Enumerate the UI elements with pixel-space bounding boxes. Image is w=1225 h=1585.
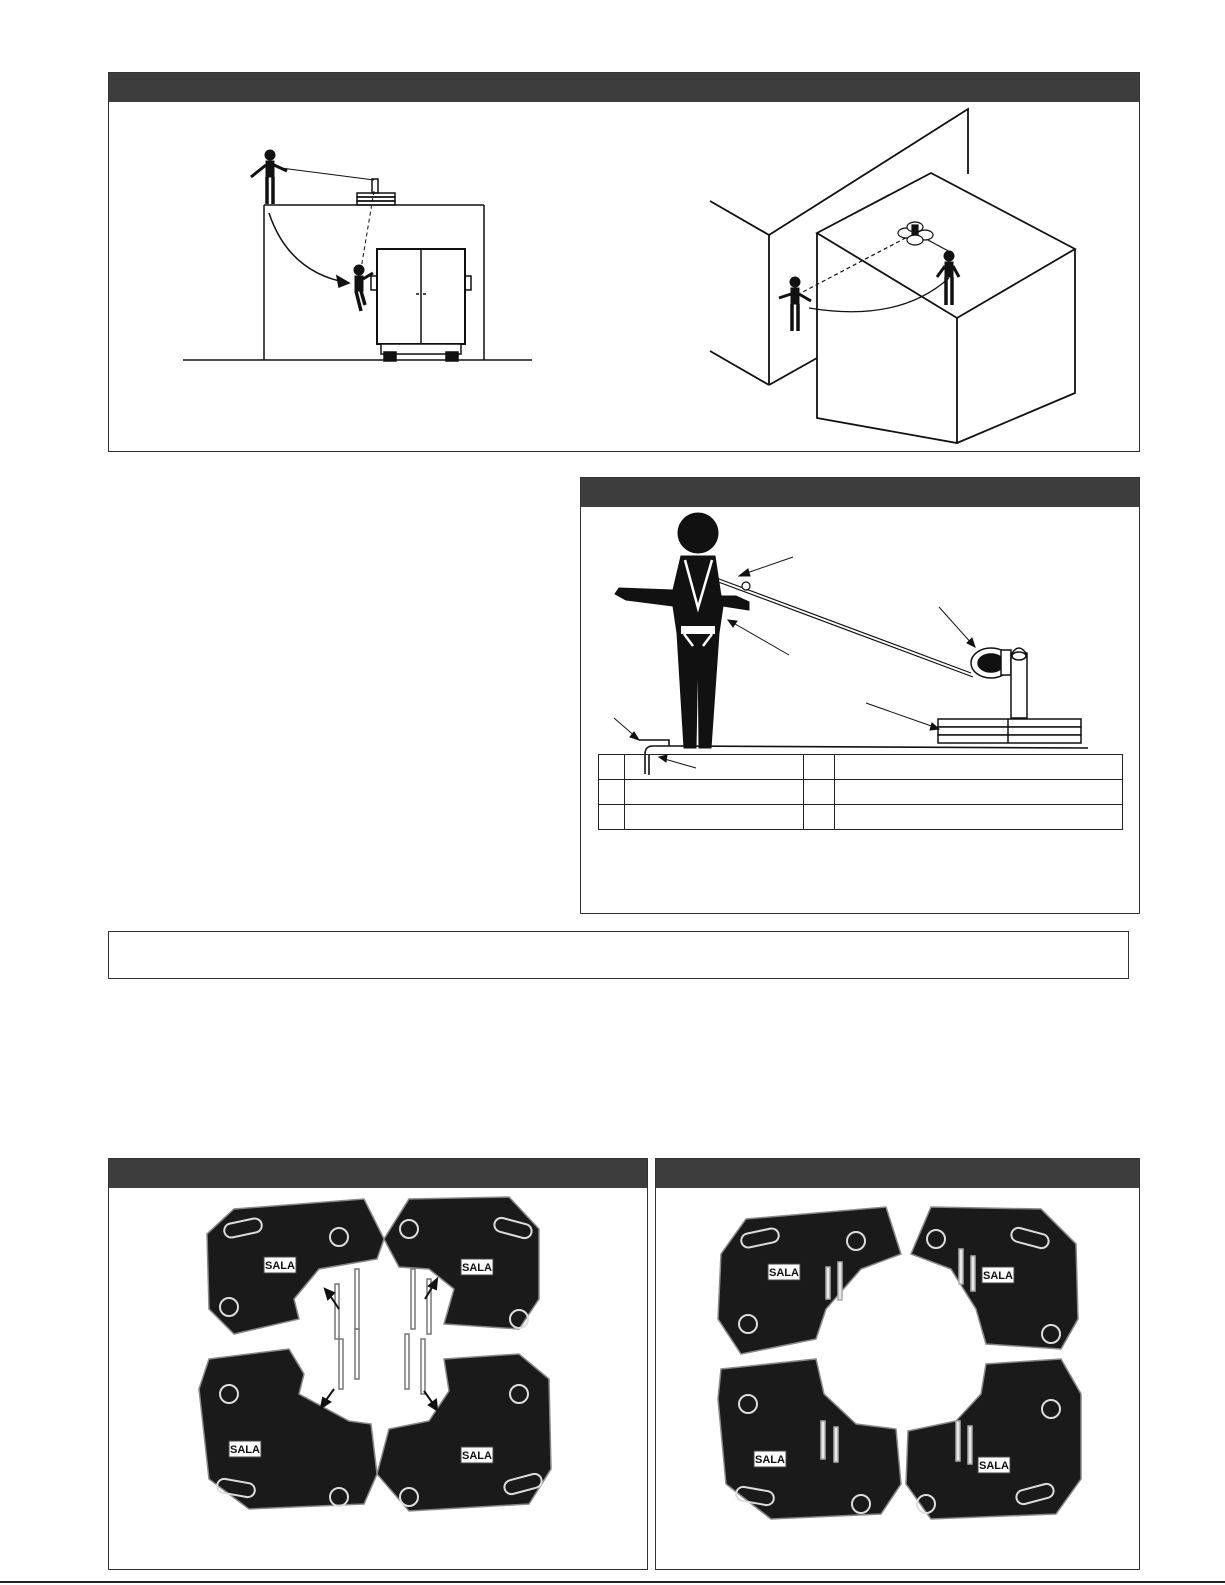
- legend-label: [835, 780, 1123, 805]
- worker-silhouette: [615, 513, 749, 748]
- component-illustration: [581, 478, 1141, 915]
- legend-number: [804, 805, 835, 830]
- legend-label: [625, 780, 804, 805]
- application-illustrations: [109, 73, 1141, 453]
- srl-device-icon: [971, 648, 1027, 718]
- legend-row: [599, 780, 1123, 805]
- figure-panel-applications: [108, 72, 1140, 452]
- brand-mark-text: SALA: [755, 1454, 785, 1466]
- legend-row: [599, 805, 1123, 830]
- building-box-scene: [710, 109, 1075, 443]
- figure-panel-components: [580, 477, 1140, 914]
- counterweight-base-icon: [938, 719, 1081, 743]
- worker-figure-standing: [251, 150, 287, 204]
- worker-figure-wall: [779, 277, 811, 331]
- legend-label: [625, 755, 804, 780]
- legend-number: [804, 755, 835, 780]
- brand-mark-text: SALA: [983, 1270, 1013, 1282]
- worker-figure-fallen: [354, 265, 373, 311]
- legend-number: [804, 780, 835, 805]
- brand-mark-text: SALA: [462, 1450, 492, 1462]
- base-plates-exploded: [109, 1159, 649, 1571]
- brand-mark-text: SALA: [265, 1260, 295, 1272]
- base-plates-assembled: [656, 1159, 1141, 1571]
- roof-truck-scene: [183, 168, 532, 361]
- brand-mark-text: SALA: [462, 1262, 492, 1274]
- brand-mark-text: SALA: [979, 1460, 1009, 1472]
- brand-mark-text: SALA: [769, 1267, 799, 1279]
- legend-label: [835, 755, 1123, 780]
- legend-number: [599, 805, 625, 830]
- brand-mark-text: SALA: [230, 1444, 260, 1456]
- component-legend-table: [598, 754, 1123, 830]
- callout-arrows: [614, 557, 975, 768]
- legend-label: [835, 805, 1123, 830]
- text-column-empty: [108, 478, 558, 918]
- figure-panel-assembly-step1: [108, 1158, 648, 1570]
- legend-number: [599, 755, 625, 780]
- note-box: [108, 931, 1129, 979]
- connector-pins: [335, 1269, 431, 1394]
- legend-row: [599, 755, 1123, 780]
- figure-panel-assembly-step2: [655, 1158, 1140, 1570]
- legend-label: [625, 805, 804, 830]
- base-plate-quadrants: [718, 1207, 1081, 1519]
- page-bottom-rule: [0, 1581, 1225, 1583]
- legend-number: [599, 780, 625, 805]
- base-plate-quadrants: [199, 1197, 551, 1511]
